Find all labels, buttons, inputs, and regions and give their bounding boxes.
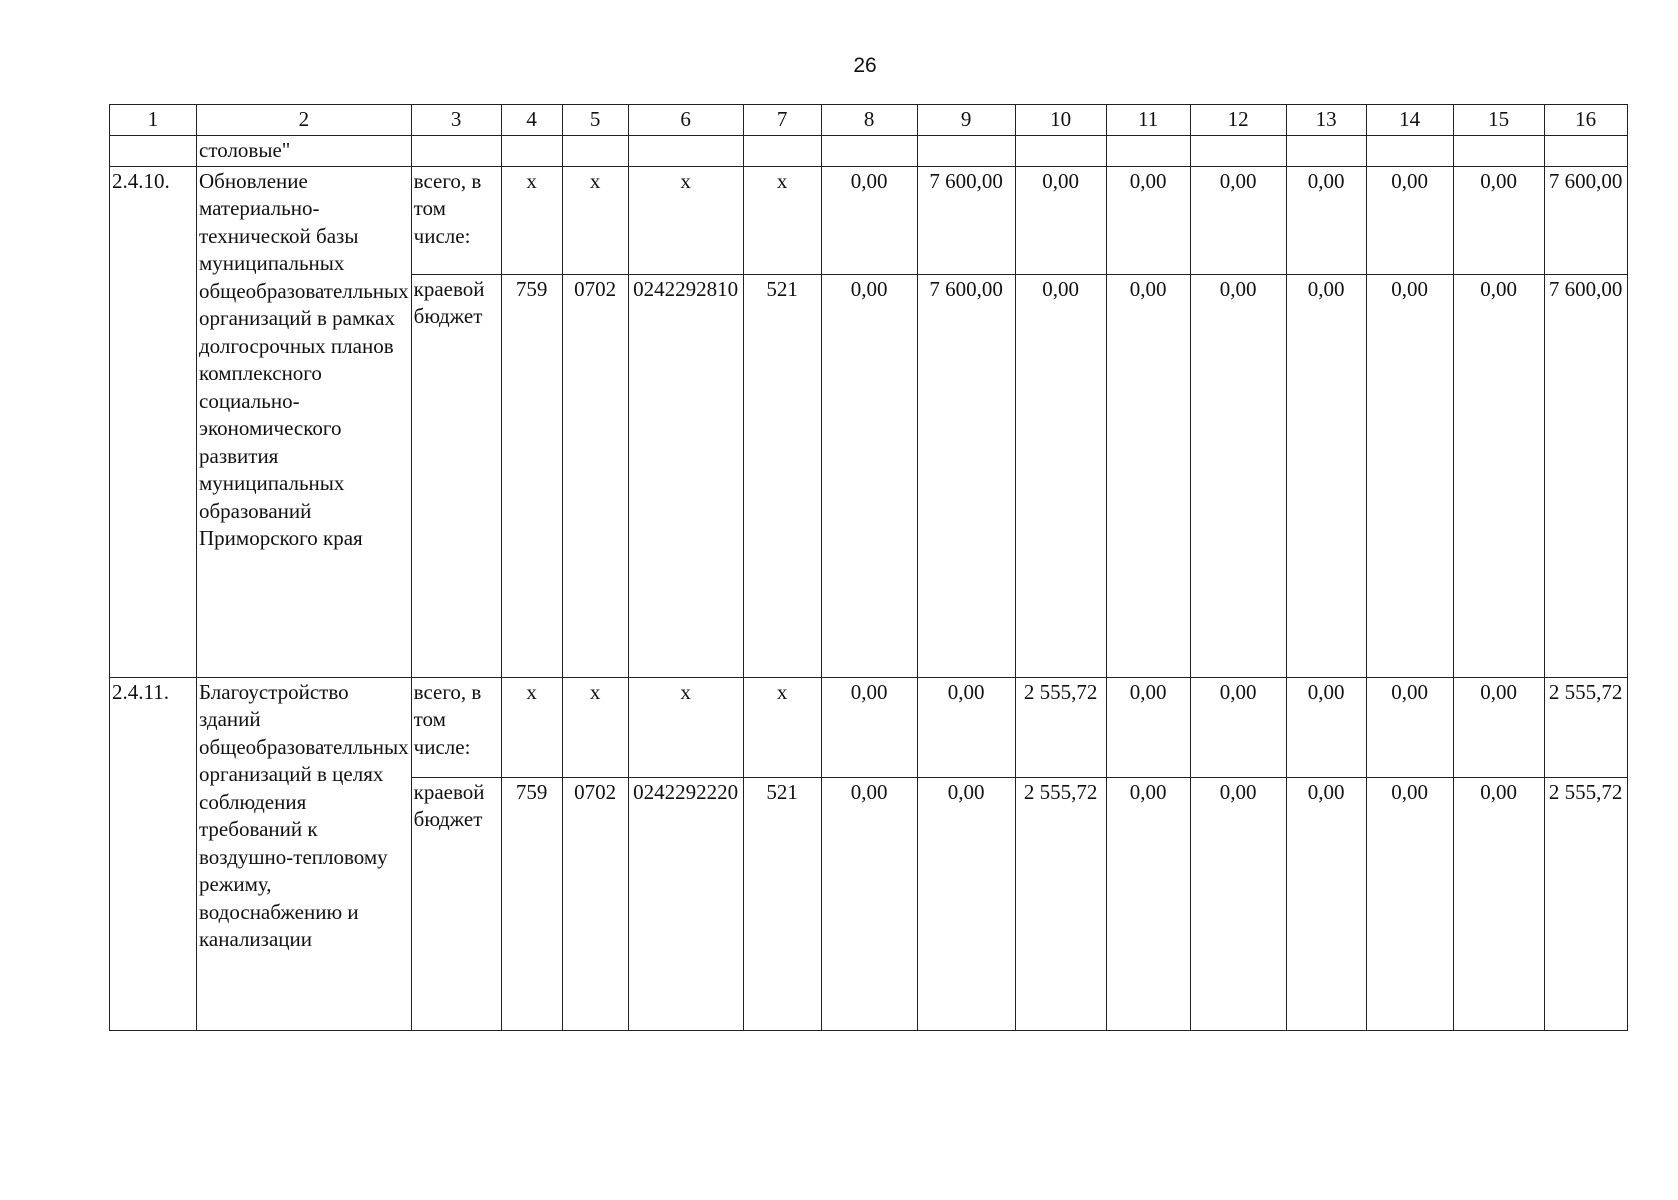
column-number: 15 [1453,105,1544,136]
cell-c4: x [501,166,562,274]
column-number: 13 [1286,105,1366,136]
cell-c12: 0,00 [1190,677,1286,777]
cell-c9: 0,00 [917,777,1015,1030]
cell-c14: 0,00 [1366,274,1453,677]
cell-c12: 0,00 [1190,777,1286,1030]
column-number: 4 [501,105,562,136]
cell-c5: 0702 [562,777,628,1030]
item-number: 2.4.10. [110,166,197,677]
cell-c11: 0,00 [1106,677,1190,777]
column-number: 14 [1366,105,1453,136]
cell-c6: x [628,166,743,274]
cell-c16: 7 600,00 [1544,166,1627,274]
cell-c12: 0,00 [1190,274,1286,677]
cell-c6: 0242292810 [628,274,743,677]
cell-c16: 7 600,00 [1544,274,1627,677]
cell-c6: x [628,677,743,777]
cell-c11: 0,00 [1106,274,1190,677]
item-name: Обновление материально-технической базы муниципальных общеобразователльных организаций в рамках долгосрочных планов комплексного социально-экономического развития муниципальных образований Приморского края [197,166,412,677]
column-number: 9 [917,105,1015,136]
funding-source: всего, в том числе: [411,166,501,274]
column-number: 3 [411,105,501,136]
column-number: 2 [197,105,412,136]
continuation-row [110,136,1628,167]
cell-c15: 0,00 [1453,166,1544,274]
cell-c5: x [562,166,628,274]
column-number: 5 [562,105,628,136]
cell-c11: 0,00 [1106,166,1190,274]
cell-c15: 0,00 [1453,274,1544,677]
cell-c15: 0,00 [1453,677,1544,777]
cell-c7: 521 [743,274,821,677]
cell-c5: x [562,677,628,777]
cell-c13: 0,00 [1286,777,1366,1030]
table-row [110,677,1628,777]
cell-c14: 0,00 [1366,677,1453,777]
column-number: 11 [1106,105,1190,136]
cell-c16: 2 555,72 [1544,777,1627,1030]
cell-c15: 0,00 [1453,777,1544,1030]
cell-c9: 0,00 [917,677,1015,777]
cell-c13: 0,00 [1286,677,1366,777]
cell-c10: 0,00 [1015,166,1106,274]
cell-c8: 0,00 [821,166,917,274]
cell-c16: 2 555,72 [1544,677,1627,777]
cell-c8: 0,00 [821,274,917,677]
item-number: 2.4.11. [110,677,197,1030]
cell-c10: 2 555,72 [1015,777,1106,1030]
cell-c7: 521 [743,777,821,1030]
table-row [110,166,1628,274]
column-number: 1 [110,105,197,136]
cell-c4: 759 [501,274,562,677]
cell-c8: 0,00 [821,777,917,1030]
cell-c8: 0,00 [821,677,917,777]
cell-c5: 0702 [562,274,628,677]
budget-table [109,104,1628,1031]
funding-source: краевой бюджет [411,274,501,677]
cell-c9: 7 600,00 [917,274,1015,677]
page-number: 26 [853,54,877,77]
cell-c7: x [743,677,821,777]
column-number: 16 [1544,105,1627,136]
cell-c10: 2 555,72 [1015,677,1106,777]
column-number: 8 [821,105,917,136]
cell-c10: 0,00 [1015,274,1106,677]
funding-source: краевой бюджет [411,777,501,1030]
cell-c6: 0242292220 [628,777,743,1030]
cell-c13: 0,00 [1286,274,1366,677]
cell-c11: 0,00 [1106,777,1190,1030]
cell-c13: 0,00 [1286,166,1366,274]
cell-c14: 0,00 [1366,777,1453,1030]
continuation-text: столовые" [197,136,412,167]
cell-c4: x [501,677,562,777]
cell-c9: 7 600,00 [917,166,1015,274]
item-name: Благоустройство зданий общеобразователльных организаций в целях соблюдения требований к воздушно-тепловому режиму, водоснабжению и канализации [197,677,412,1030]
column-number: 6 [628,105,743,136]
column-number: 7 [743,105,821,136]
funding-source: всего, в том числе: [411,677,501,777]
cell-c7: x [743,166,821,274]
column-number-row [110,105,1628,136]
column-number: 12 [1190,105,1286,136]
column-number: 10 [1015,105,1106,136]
cell-c14: 0,00 [1366,166,1453,274]
cell-c4: 759 [501,777,562,1030]
cell-c12: 0,00 [1190,166,1286,274]
